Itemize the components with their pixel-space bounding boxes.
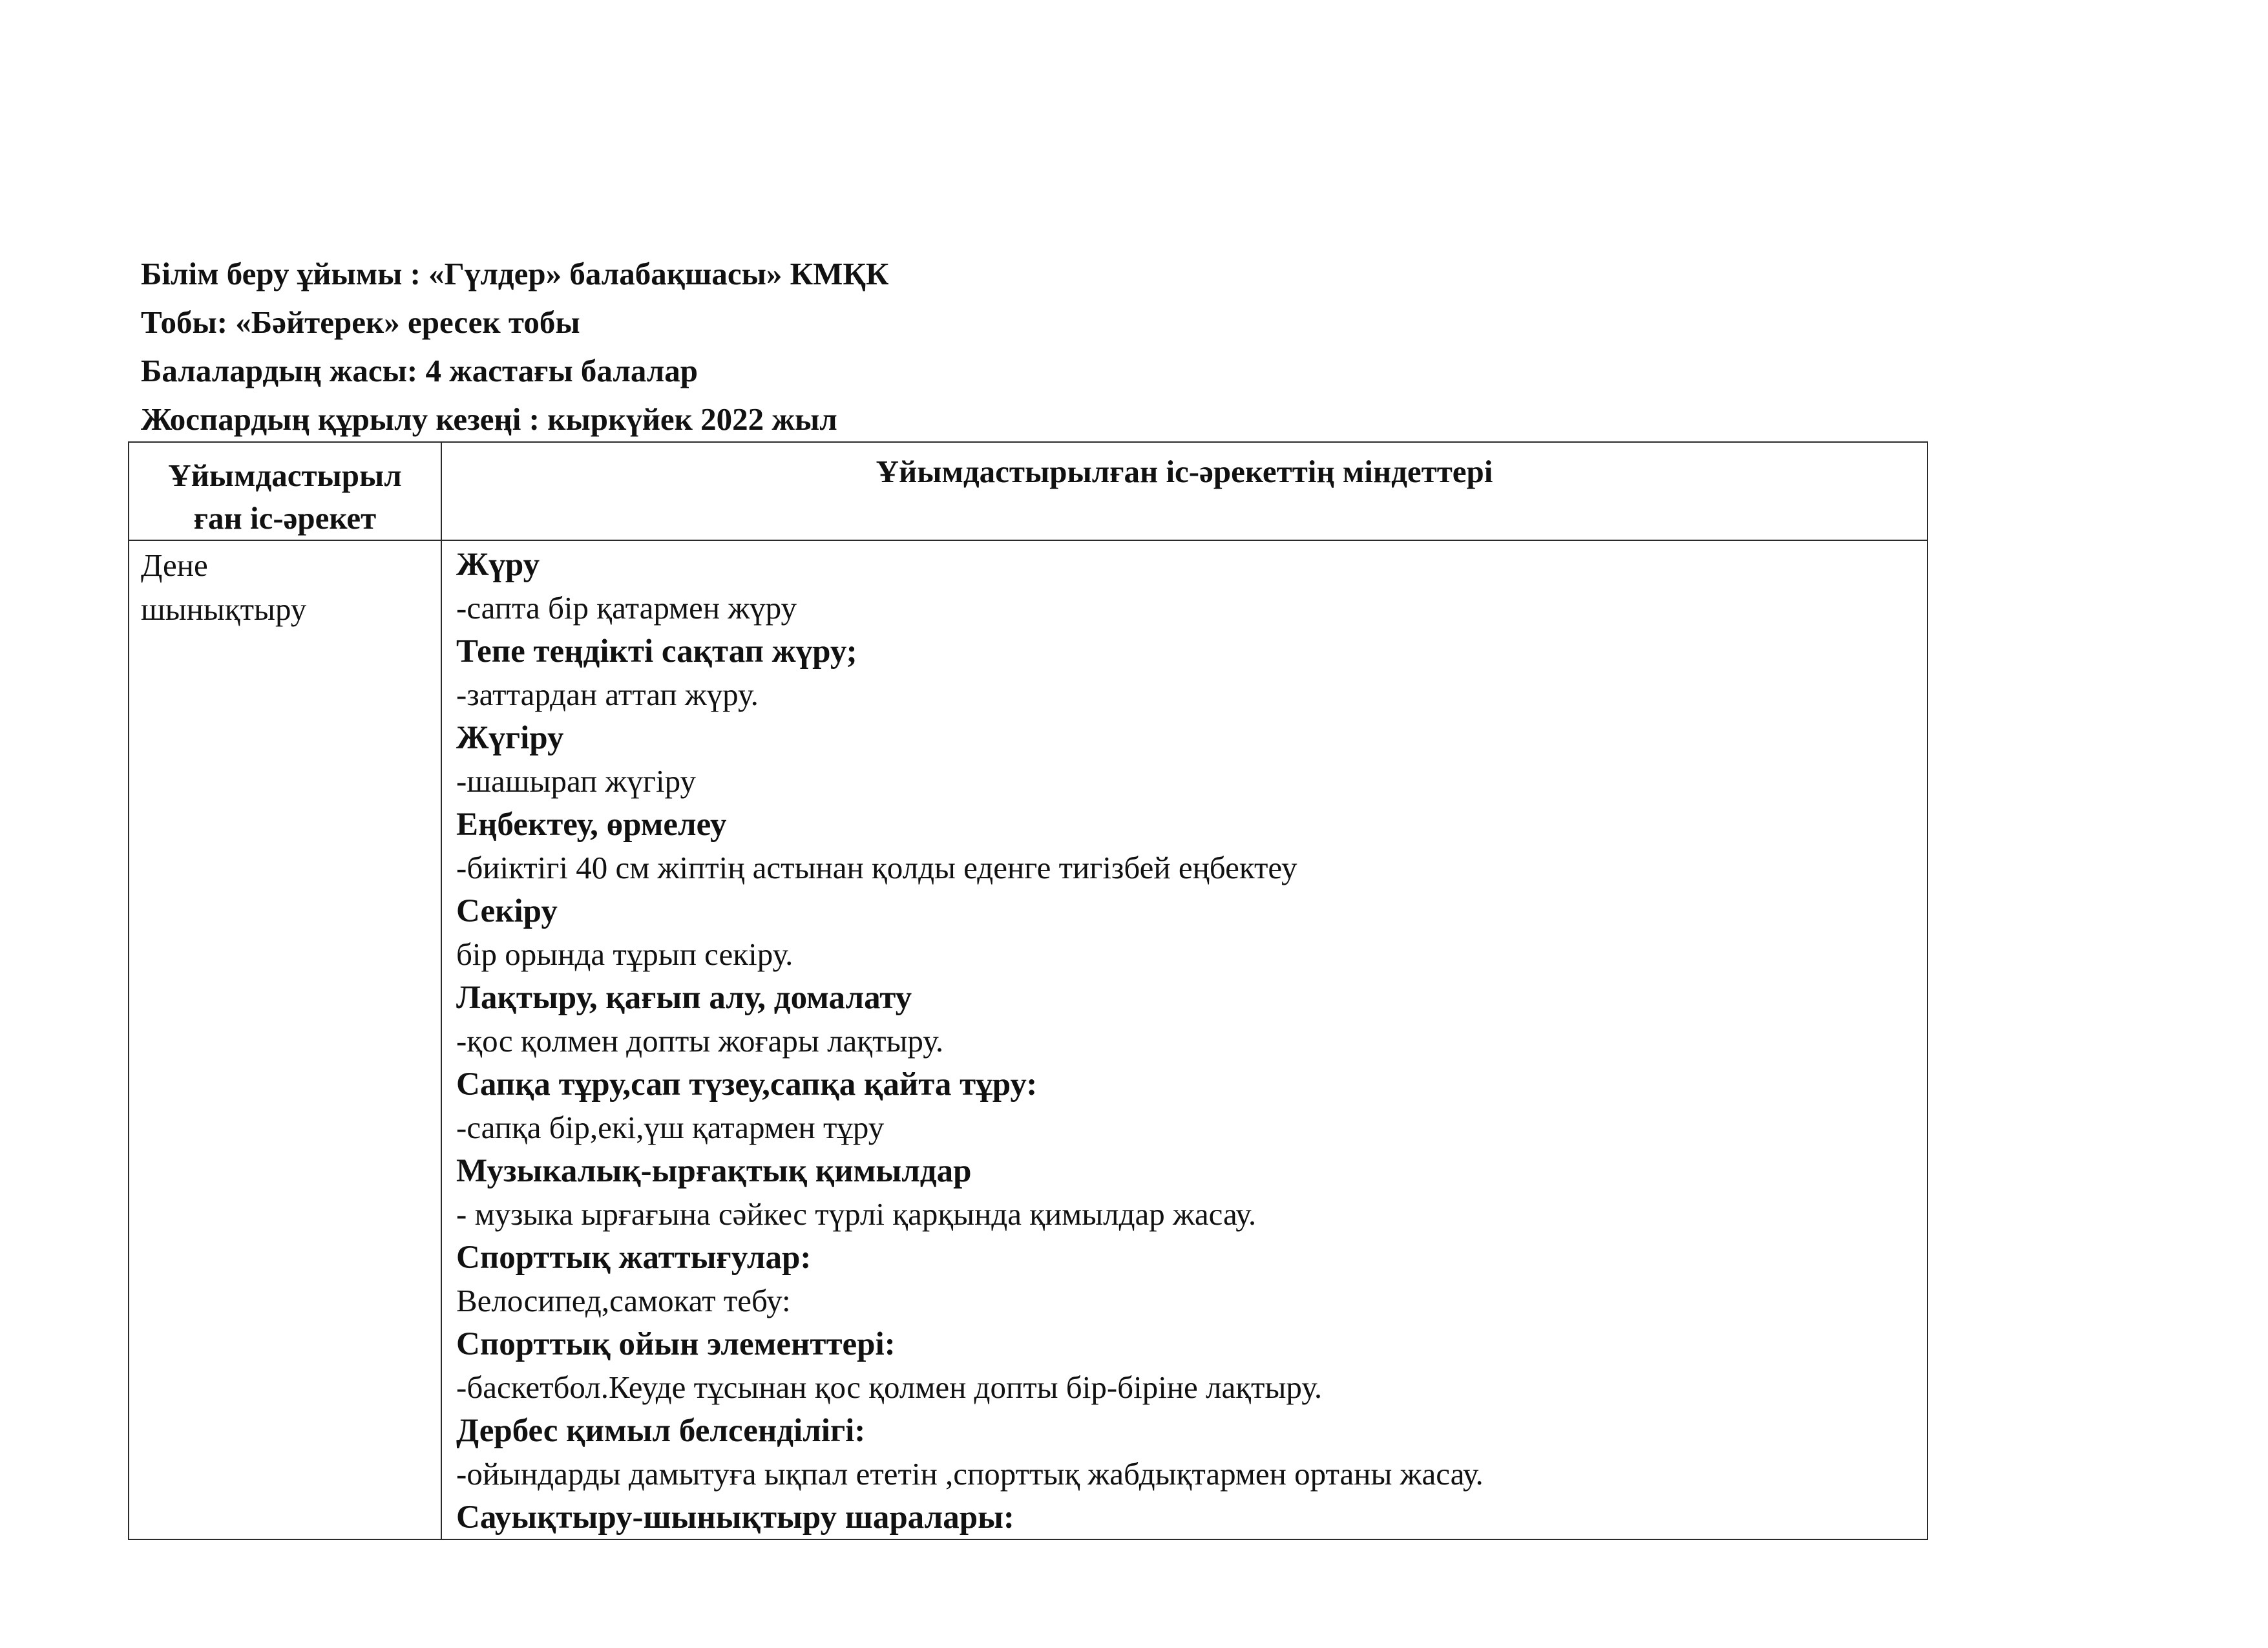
task-title: Дербес қимыл белсенділігі: (456, 1413, 866, 1449)
task-text: -заттардан аттап жүру. (456, 677, 759, 712)
activity-name-line1: Дене (141, 547, 208, 583)
task-text: -ойындарды дамытуға ықпал ететін ,спорттық жабдықтармен ортаны жасау. (456, 1456, 1484, 1492)
task-item (456, 1236, 1927, 1323)
task-text: -қос қолмен допты жоғары лақтыру. (456, 1023, 944, 1059)
task-title: Еңбектеу, өрмелеу (456, 807, 727, 843)
task-title: Тепе теңдікті сақтап жүру; (456, 633, 857, 670)
task-text: Велосипед,самокат тебу: (456, 1283, 791, 1318)
task-item (456, 977, 1927, 1063)
task-text: бір орында тұрып секіру. (456, 936, 793, 972)
column-header-activity-line2: ған іс-әрекет (193, 500, 377, 536)
task-title: Музыкалық-ырғақтық қимылдар (456, 1153, 972, 1189)
table-header-row (129, 442, 1927, 540)
organization-line: Білім беру ұйымы : «Гүлдер» балабақшасы» КМҚК (141, 256, 889, 291)
task-title: Сауықтыру-шынықтыру шаралары: (456, 1499, 1014, 1536)
table-row (129, 540, 1927, 1539)
task-text: -баскетбол.Кеуде тұсынан қос қолмен допты бір-біріне лақтыру. (456, 1369, 1323, 1405)
group-line: Тобы: «Бәйтерек» ересек тобы (141, 304, 580, 340)
column-header-activity (129, 442, 441, 540)
task-item (456, 1496, 1927, 1539)
task-item (456, 717, 1927, 803)
task-text: - музыка ырғағына сәйкес түрлі қарқында қимылдар жасау. (456, 1196, 1257, 1232)
task-item (456, 890, 1927, 977)
task-item (456, 1063, 1927, 1150)
task-item (456, 803, 1927, 890)
column-header-activity-line1: Ұйымдастырыл (168, 458, 402, 493)
task-text: -сапқа бір,екі,үш қатармен тұру (456, 1110, 885, 1145)
task-text: -биіктігі 40 см жіптің астынан қолды еденге тигізбей еңбектеу (456, 850, 1297, 885)
task-title: Секіру (456, 893, 558, 929)
activity-name-line2: шынықтыру (141, 591, 307, 627)
tasks-cell (441, 540, 1927, 1539)
task-text: -сапта бір қатармен жүру (456, 590, 797, 626)
column-header-tasks: Ұйымдастырылған іс-әрекеттің міндеттері (441, 442, 1927, 540)
task-item (456, 630, 1927, 717)
document-header (141, 249, 1950, 443)
task-item (456, 1323, 1927, 1410)
period-line: Жоспардың құрылу кезеңі : кыркүйек 2022 жыл (141, 401, 837, 437)
age-line: Балалардың жасы: 4 жастағы балалар (141, 353, 698, 388)
task-text: -шашырап жүгіру (456, 763, 696, 799)
task-title: Жүру (456, 547, 540, 583)
task-title: Спорттық ойын элементтері: (456, 1326, 896, 1362)
activity-name-cell (129, 540, 441, 1539)
task-title: Сапқа тұру,сап түзеу,сапқа қайта тұру: (456, 1066, 1038, 1103)
task-title: Жүгіру (456, 720, 564, 756)
task-title: Лақтыру, қағып алу, домалату (456, 980, 912, 1016)
task-item (456, 544, 1927, 630)
task-item (456, 1150, 1927, 1236)
task-item (456, 1410, 1927, 1496)
activity-plan-table (128, 441, 1928, 1540)
task-title: Спорттық жаттығулар: (456, 1240, 812, 1276)
